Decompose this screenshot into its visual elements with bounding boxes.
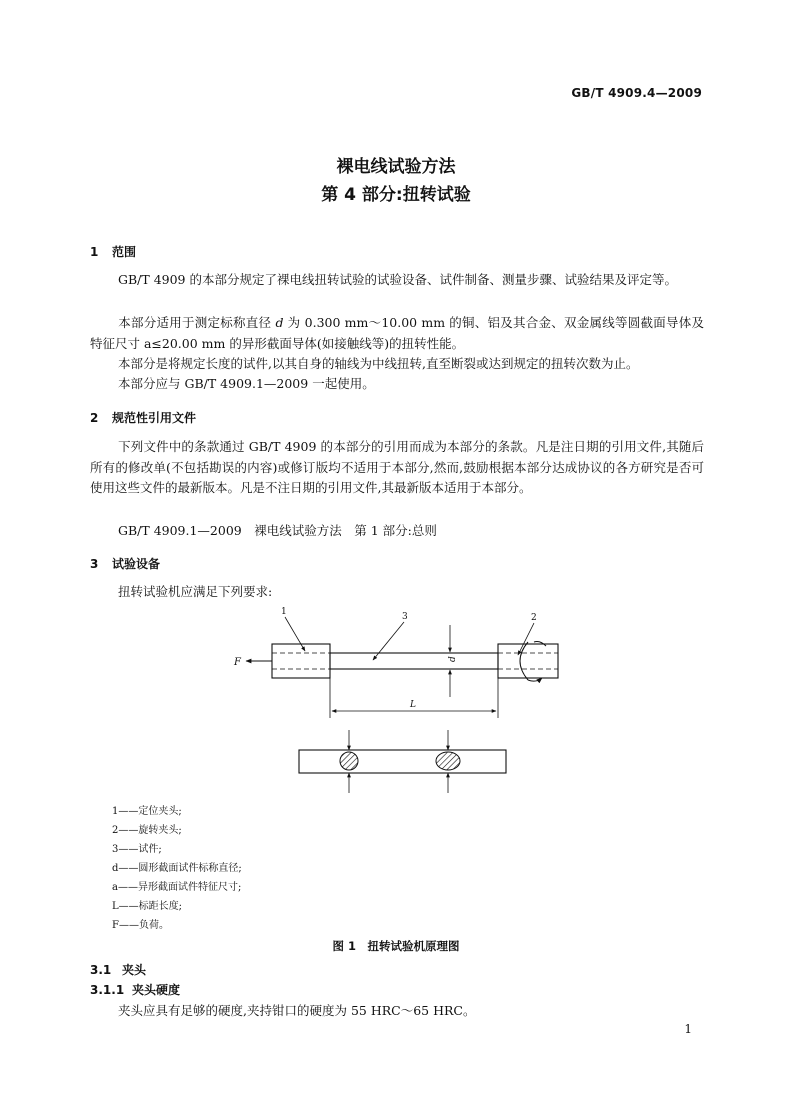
label-3: 3: [402, 612, 408, 622]
specimen: [330, 653, 498, 669]
section-number: 2: [90, 411, 99, 425]
section-1-heading: [90, 243, 136, 260]
chuck-cross-section: [299, 730, 506, 793]
section-3-1-1-heading: [90, 981, 180, 998]
label-F: F: [234, 657, 241, 668]
figure-caption: 图 1 扭转试验机原理图: [332, 939, 460, 953]
label-2: 2: [531, 613, 537, 623]
figure-legend: [112, 802, 242, 935]
legend-item: 2——旋转夹头;: [112, 825, 182, 836]
section-number: 3.1: [90, 963, 112, 977]
section-1-paragraph-4: [90, 374, 704, 395]
label-1: 1: [281, 607, 287, 617]
document-title: 裸电线试验方法: [336, 157, 456, 177]
paragraph-text: 本部分应与 GB/T 4909.1—2009 一起使用。: [118, 376, 375, 391]
variable-d: d: [275, 315, 284, 330]
paragraph-text: 为 0.300 mm～10.00 mm 的铜、铝及其合金、双金属线等圆截面导体及特征尺寸 a≤20.00 mm 的异形截面导体(如接触线等)的扭转性能。: [90, 315, 704, 351]
section-3-heading: [90, 555, 160, 572]
section-title: 夹头: [122, 963, 147, 977]
paragraph-text: GB/T 4909 的本部分规定了裸电线扭转试验的试验设备、试件制备、测量步骤、试验结果及评定等。: [118, 272, 677, 287]
section-2-paragraph-1: [90, 437, 704, 499]
normative-reference-1: GB/T 4909.1—2009 裸电线试验方法 第 1 部分:总则: [118, 523, 437, 538]
label-L: L: [410, 700, 416, 710]
section-1-paragraph-3: [90, 354, 704, 375]
section-title: 试验设备: [112, 557, 161, 571]
section-3-1-heading: [90, 961, 146, 978]
legend-item: F——负荷。: [112, 920, 169, 931]
legend-item: d——圆形截面试件标称直径;: [112, 863, 242, 874]
section-number: 3.1.1: [90, 983, 125, 997]
legend-item: 3——试件;: [112, 844, 162, 855]
section-2-heading: [90, 409, 196, 426]
section-title: 规范性引用文件: [112, 411, 197, 425]
paragraph-text: 下列文件中的条款通过 GB/T 4909 的本部分的引用而成为本部分的条款。凡是注日期的引用文件,其随后所有的修改单(不包括勘误的内容)或修订版均不适用于本部分,然而,鼓励根据本部分达成协议的各方研究是否可使用这些文件的最新版本。凡是不注日期的引用文件,其最新版本适用于本部分。: [90, 439, 704, 495]
fixed-chuck: [272, 644, 330, 678]
section-1-paragraph-1: [90, 270, 704, 291]
legend-item: L——标距长度;: [112, 901, 183, 912]
document-subtitle: 第 4 部分:扭转试验: [321, 185, 471, 205]
torsion-machine-diagram: [0, 600, 792, 805]
legend-item: a——异形截面试件特征尺寸;: [112, 882, 242, 893]
paragraph-text: 本部分适用于测定标称直径: [118, 315, 276, 330]
paragraph-text: 本部分是将规定长度的试件,以其自身的轴线为中线扭转,直至断裂或达到规定的扭转次数为止。: [118, 356, 639, 371]
section-number: 1: [90, 245, 99, 259]
section-title: 范围: [112, 245, 137, 259]
section-1-paragraph-2: [90, 313, 704, 354]
rotating-chuck: [498, 642, 558, 682]
label-d: d: [448, 656, 458, 662]
section-3-1-1-paragraph: 夹头应具有足够的硬度,夹持钳口的硬度为 55 HRC～65 HRC。: [118, 1003, 476, 1018]
page-number: 1: [684, 1022, 692, 1036]
legend-item: 1——定位夹头;: [112, 806, 182, 817]
standard-code: GB/T 4909.4—2009: [571, 86, 702, 100]
section-title: 夹头硬度: [132, 983, 181, 997]
section-number: 3: [90, 557, 99, 571]
section-3-intro: 扭转试验机应满足下列要求:: [118, 584, 273, 599]
